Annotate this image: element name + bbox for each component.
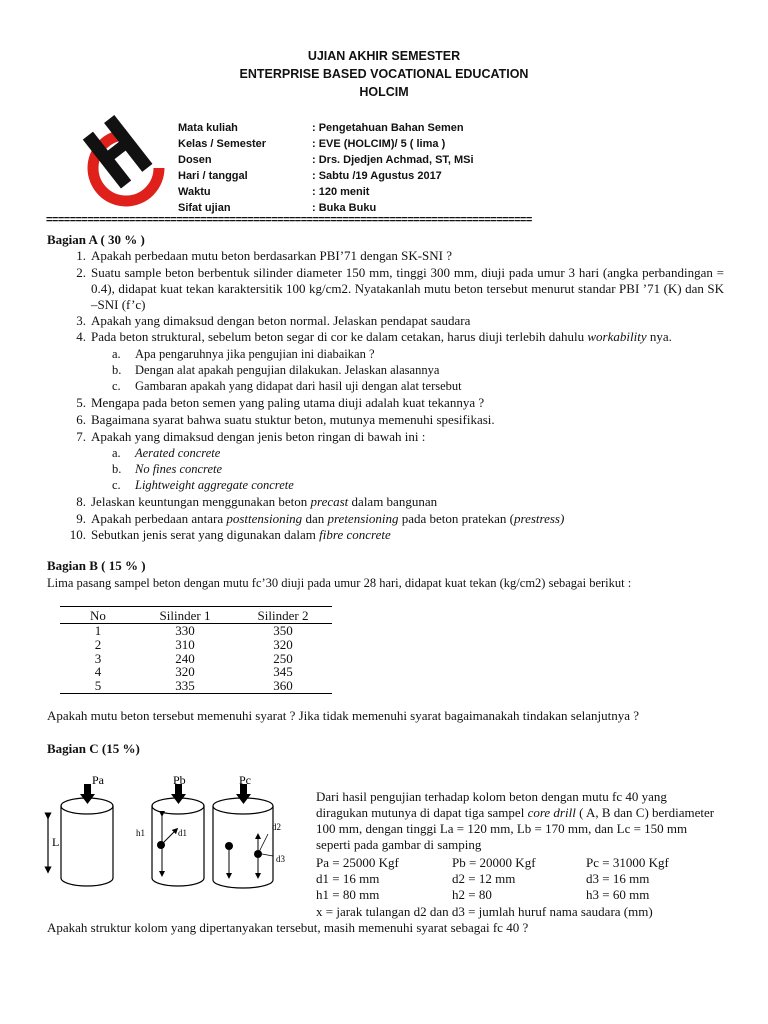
info-value: : Sabtu /19 Agustus 2017	[312, 170, 442, 182]
table-row: 1 330 350	[94, 623, 293, 638]
table-row: 4 320 345	[94, 664, 293, 680]
company-title: HOLCIM	[359, 85, 409, 99]
info-value: : Pengetahuan Bahan Semen	[312, 122, 464, 134]
info-value: : Drs. Djedjen Achmad, ST, MSi	[312, 154, 474, 166]
exam-title: UJIAN AKHIR SEMESTER	[307, 49, 461, 63]
section-a-title: Bagian A ( 30 % )	[47, 232, 145, 247]
section-c-paragraph-4: seperti pada gambar di samping	[316, 837, 482, 852]
diameter-values: d1 = 16 mm d2 = 12 mm d3 = 16 mm	[316, 871, 650, 886]
table-row: 5 335 360	[60, 679, 332, 693]
section-c-question: Apakah struktur kolom yang dipertanyakan tersebut, masih memenuhi syarat sebagai fc 40 ?	[47, 920, 529, 935]
question-4b: b. Dengan alat apakah pengujian dilakukan. Jelaskan alasannya	[112, 363, 440, 377]
label-d3: d3	[276, 854, 285, 864]
cylinder-b	[136, 773, 204, 886]
section-b-intro: Lima pasang sampel beton dengan mutu fc’30 diuji pada umur 28 hari, didapat kuat tekan (kg/cm2) sebagai berikut :	[47, 576, 632, 590]
cylinder-a	[48, 773, 113, 886]
cylinder-c	[213, 773, 286, 888]
info-label: Hari / tanggal	[178, 170, 248, 182]
label-l: L	[52, 835, 60, 849]
strength-table	[60, 606, 332, 694]
label-pa: Pa	[92, 773, 104, 787]
info-label: Mata kuliah	[178, 122, 238, 134]
label-h1: h1	[136, 828, 145, 838]
section-c-paragraph-3: 100 mm, dengan tinggi La = 120 mm, Lb = 170 mm, dan Lc = 150 mm	[316, 821, 688, 836]
table-header: No	[60, 607, 136, 624]
info-label: Waktu	[178, 186, 211, 198]
info-value: : 120 menit	[312, 186, 370, 198]
height-values: h1 = 80 mm h2 = 80 h3 = 60 mm	[316, 887, 650, 902]
info-value: : Buka Buku	[312, 202, 377, 214]
section-b-question: Apakah mutu beton tersebut memenuhi syarat ? Jika tidak memenuhi syarat bagaimanakah tindakan selanjutnya ?	[47, 708, 640, 723]
section-b-title: Bagian B ( 15 % )	[47, 558, 146, 573]
section-c-paragraph-2: diragukan mutunya di dapat tiga sampel core drill ( A, B dan C) berdiameter	[316, 805, 715, 820]
label-pc: Pc	[239, 773, 251, 787]
table-row: 3 240 250	[94, 650, 293, 666]
question-4a: a. Apa pengaruhnya jika pengujian ini diabaikan ?	[112, 347, 375, 361]
program-title: ENTERPRISE BASED VOCATIONAL EDUCATION	[239, 67, 529, 81]
question-7c: c. Lightweight aggregate concrete	[112, 478, 294, 492]
info-value: : EVE (HOLCIM)/ 5 ( lima )	[312, 138, 446, 150]
core-sample-diagram	[40, 770, 300, 890]
table-header: Silinder 2	[234, 607, 332, 624]
section-c-title: Bagian C (15 %)	[47, 741, 140, 756]
question-7b: b. No fines concrete	[112, 462, 223, 476]
holcim-logo	[70, 110, 180, 220]
separator-line: ==================================================================================	[46, 214, 532, 226]
table-header: Silinder 1	[136, 607, 234, 624]
label-d1: d1	[178, 828, 187, 838]
question-7a: a. Aerated concrete	[112, 446, 221, 460]
info-label: Dosen	[178, 154, 212, 166]
label-pb: Pb	[173, 773, 186, 787]
section-c-paragraph-1: Dari hasil pengujian terhadap kolom beton dengan mutu fc 40 yang	[316, 789, 667, 804]
info-label: Kelas / Semester	[178, 138, 267, 150]
info-label: Sifat ujian	[178, 202, 231, 214]
question-4c: c. Gambaran apakah yang didapat dari hasil uji dengan alat tersebut	[112, 379, 462, 393]
table-row: 2 310 320	[94, 636, 293, 652]
load-values: Pa = 25000 Kgf Pb = 20000 Kgf Pc = 31000 Kgf	[316, 855, 669, 870]
label-d2: d2	[272, 822, 281, 832]
exam-info	[178, 120, 474, 216]
section-c-paragraph-5: x = jarak tulangan d2 dan d3 = jumlah huruf nama saudara (mm)	[316, 904, 653, 919]
